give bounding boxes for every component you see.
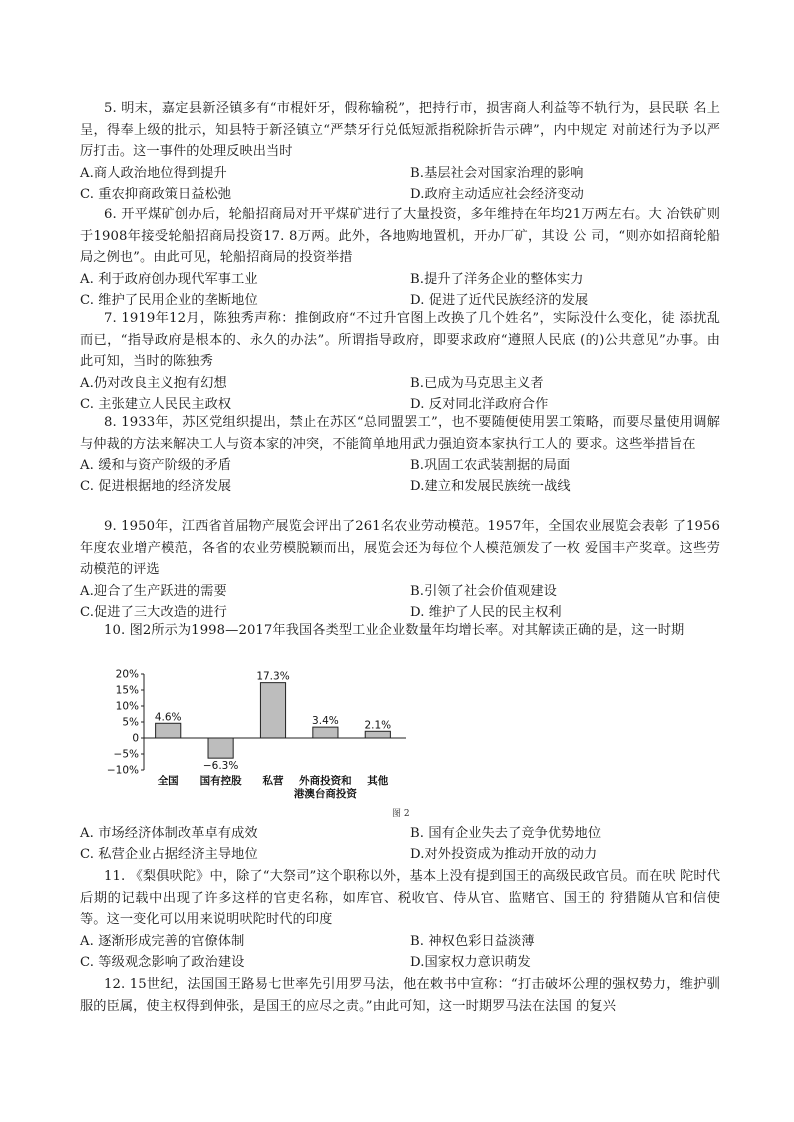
category-label: 国有控股 [199, 775, 242, 787]
data-label: 17.3% [256, 670, 290, 683]
category-label: 港澳台商投资 [293, 788, 357, 800]
question-5 [80, 98, 720, 205]
question-9 [80, 516, 720, 623]
question-stem: 6. 开平煤矿创办后，轮船招商局对开平煤矿进行了大量投资，多年维持在年均21万两左右。大 冶铁矿则于1908年接受轮船招商局投资17. 8万两。此外，各地购地置机，开办厂矿，其设 公 司，“则亦如招商轮船局之例也”。由此可见，轮船招商局的投资举措 [80, 207, 720, 265]
y-tick-label: −10% [106, 764, 139, 777]
question-stem: 11. 《梨俱吠陀》中，除了“大祭司”这个职称以外，基本上没有提到国王的高级民政官员。而在吠 陀时代后期的记载中出现了许多这样的官吏名称，如库官、税收官、侍从官、监赌官、国王的 狩猎随从官和信使等。这一变化可以用来说明吠陀时代的印度 [80, 869, 720, 927]
bar [260, 683, 285, 738]
question-12 [80, 974, 720, 1017]
option-b[interactable]: B.已成为马克思主义者 [410, 375, 544, 391]
question-stem: 5. 明末，嘉定县新泾镇多有“市棍奸牙，假称输税”，把持行市，损害商人利益等不轨行为，县民联 名上呈，得奉上级的批示，知县特于新泾镇立“严禁牙行兑低短派指税除折告示碑”，内中规定 对前述行为予以严厉打击。这一事件的处理反映出当时 [80, 101, 720, 159]
y-tick-label: 0 [132, 732, 139, 745]
y-tick-label: 20% [115, 668, 139, 681]
option-a[interactable]: A.商人政治地位得到提升 [80, 165, 227, 181]
options [80, 163, 720, 205]
options [80, 931, 720, 973]
bar [313, 727, 338, 738]
option-a[interactable]: A. 逐渐形成完善的官僚体制 [80, 933, 245, 949]
category-label: 全国 [157, 775, 179, 787]
option-d[interactable]: D. 反对同北洋政府合作 [410, 396, 549, 412]
option-d[interactable]: D. 促进了近代民族经济的发展 [410, 292, 589, 308]
bar-chart-figure-2 [96, 660, 416, 810]
question-stem: 9. 1950年，江西省首届物产展览会评出了261名农业劳动模范。1957年，全国农业展览会表彰 了1956年度农业增产模范，各省的农业劳模脱颖而出，展览会还为每位个人模范颁发了一枚 爱国丰产奖章。这些劳动模范的评选 [80, 519, 720, 577]
option-c[interactable]: C. 促进根据地的经济发展 [80, 479, 232, 494]
options [80, 823, 720, 865]
option-a[interactable]: A. 利于政府创办现代军事工业 [80, 271, 258, 287]
y-tick-label: 15% [115, 684, 139, 697]
y-tick-label: 5% [122, 716, 139, 729]
option-c[interactable]: C. 重农抑商政策日益松弛 [80, 186, 232, 202]
options [80, 269, 720, 311]
question-stem: 12. 15世纪，法国国王路易七世率先引用罗马法，他在敕书中宣称：“打击破坏公理的强权势力，维护驯服的臣属，使主权得到伸张，是国王的应尽之责。”由此可知，这一时期罗马法在法国 的复兴 [80, 977, 720, 1014]
category-label: 私营 [262, 775, 284, 787]
question-6 [80, 204, 720, 311]
category-label: 其他 [367, 775, 389, 787]
figure-caption: 图 2 [392, 809, 410, 819]
option-a[interactable]: A. 市场经济体制改革卓有成效 [80, 826, 258, 841]
options [80, 455, 720, 497]
question-7 [80, 308, 720, 415]
option-a[interactable]: A.仍对改良主义抱有幻想 [80, 375, 227, 391]
question-stem: 8. 1933年，苏区党组织提出，禁止在苏区“总同盟罢工”，也不要随便使用罢工策略，而要尽量使用调解与仲裁的方法来解决工人与资本家的冲突，不能简单地用武力强迫资本家执行工人的 要求。这些举措旨在 [80, 415, 720, 452]
data-label: 3.4% [312, 715, 339, 728]
option-d[interactable]: D.国家权力意识萌发 [410, 954, 531, 970]
option-b[interactable]: B.引领了社会价值观建设 [410, 583, 557, 599]
question-10-options [80, 823, 720, 865]
question-stem: 7. 1919年12月，陈独秀声称：推倒政府“不过升官图上改换了几个姓名”，实际没什么变化，徒 添扰乱而已，“指导政府是根本的、永久的办法”。所谓指导政府，即要求政府“遵照人民底 (的)公共意见”办事。由此可知，当时的陈独秀 [80, 311, 720, 369]
data-label: −6.3% [202, 760, 239, 773]
option-b[interactable]: B.基层社会对国家治理的影响 [410, 165, 584, 181]
option-c[interactable]: C. 等级观念影响了政治建设 [80, 954, 245, 970]
bar [208, 738, 233, 758]
data-label: 2.1% [364, 719, 392, 732]
option-d[interactable]: D.建立和发展民族统一战线 [410, 479, 571, 494]
option-c[interactable]: C.促进了三大改造的进行 [80, 604, 227, 620]
bar [365, 731, 390, 738]
bar [156, 723, 181, 738]
option-c[interactable]: C. 主张建立人民民主政权 [80, 396, 232, 412]
option-a[interactable]: A.迎合了生产跃进的需要 [80, 583, 227, 599]
y-tick-label: 10% [115, 700, 139, 713]
option-d[interactable]: D.政府主动适应社会经济变动 [410, 186, 584, 202]
option-b[interactable]: B.巩固工农武装割据的局面 [410, 458, 571, 473]
data-label: 4.6% [154, 711, 182, 724]
question-stem: 10. 图2所示为1998—2017年我国各类型工业企业数量年均增长率。对其解读正确的是，这一时期 [104, 623, 685, 638]
option-a[interactable]: A. 缓和与资产阶级的矛盾 [80, 458, 232, 473]
option-b[interactable]: B. 神权色彩日益淡薄 [410, 933, 535, 949]
question-10 [80, 620, 720, 642]
option-b[interactable]: B. 国有企业失去了竞争优势地位 [410, 826, 602, 841]
option-d[interactable]: D.对外投资成为推动开放的动力 [410, 847, 598, 862]
question-8 [80, 412, 720, 497]
options [80, 373, 720, 415]
option-c[interactable]: C. 维护了民用企业的垄断地位 [80, 292, 258, 308]
option-b[interactable]: B.提升了洋务企业的整体实力 [410, 271, 584, 287]
category-label: 外商投资和 [299, 775, 352, 787]
y-tick-label: −5% [113, 748, 139, 761]
question-11 [80, 866, 720, 973]
options [80, 581, 720, 623]
option-d[interactable]: D. 维护了人民的民主权利 [410, 604, 562, 620]
option-c[interactable]: C. 私营企业占据经济主导地位 [80, 847, 258, 862]
